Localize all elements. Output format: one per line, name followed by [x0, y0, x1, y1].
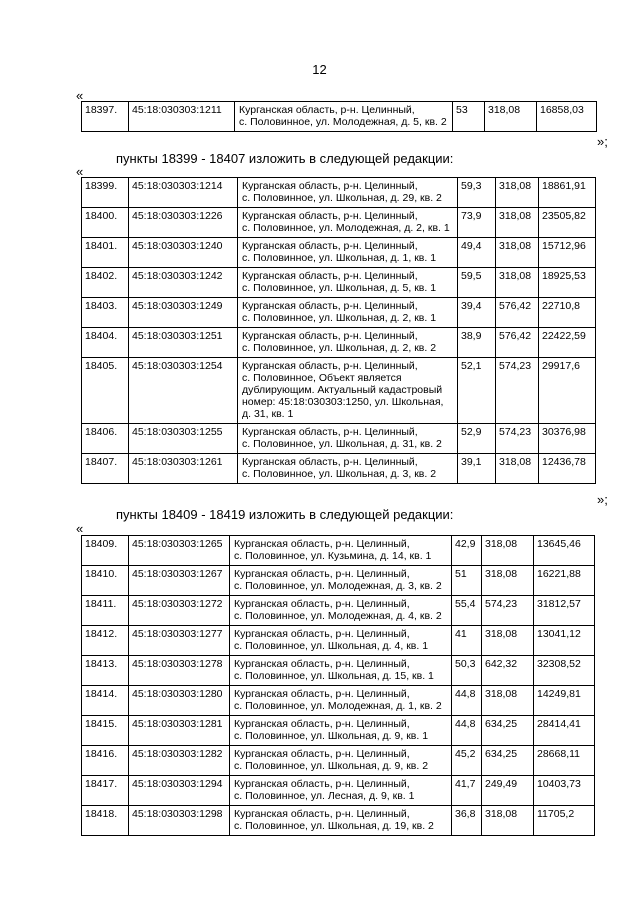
- area-cell: 55,4: [452, 596, 482, 626]
- address-line: Курганская область, р-н. Целинный,: [234, 538, 410, 550]
- area-cell: 44,8: [452, 686, 482, 716]
- address-cell: [238, 298, 458, 328]
- address-line: с. Половинное, ул. Молодежная, д. 5, кв. 2: [239, 116, 447, 128]
- cadastral-number-cell: 45:18:030303:1251: [129, 328, 238, 358]
- item-number-cell: 18409.: [82, 536, 129, 566]
- value-cell: 10403,73: [534, 776, 595, 806]
- rate-cell: 318,08: [485, 102, 537, 132]
- address-line: с. Половинное, Объект является: [242, 372, 402, 384]
- rate-cell: 318,08: [482, 566, 534, 596]
- area-cell: 73,9: [458, 208, 496, 238]
- cadastral-number-cell: 45:18:030303:1226: [129, 208, 238, 238]
- address-line: с. Половинное, ул. Школьная, д. 2, кв. 2: [242, 342, 437, 354]
- address-line: Курганская область, р-н. Целинный,: [242, 240, 418, 252]
- address-line: Курганская область, р-н. Целинный,: [242, 456, 418, 468]
- value-cell: 31812,57: [534, 596, 595, 626]
- value-cell: 22710,8: [539, 298, 596, 328]
- item-number-cell: 18407.: [82, 454, 129, 484]
- item-number-cell: 18417.: [82, 776, 129, 806]
- property-table-3: [81, 535, 595, 836]
- address-line: Курганская область, р-н. Целинный,: [234, 808, 410, 820]
- address-line: Курганская область, р-н. Целинный,: [234, 748, 410, 760]
- rate-cell: 634,25: [482, 746, 534, 776]
- rate-cell: 318,08: [496, 178, 539, 208]
- table-row: [82, 686, 595, 716]
- close-quote: »;: [597, 492, 608, 507]
- address-cell: [238, 424, 458, 454]
- cadastral-number-cell: 45:18:030303:1272: [129, 596, 230, 626]
- cadastral-number-cell: 45:18:030303:1298: [129, 806, 230, 836]
- amendment-paragraph: пункты 18399 - 18407 изложить в следующей редакции:: [116, 151, 454, 166]
- value-cell: 18925,53: [539, 268, 596, 298]
- address-line: с. Половинное, ул. Школьная, д. 9, кв. 2: [234, 760, 429, 772]
- address-line: Курганская область, р-н. Целинный,: [234, 628, 410, 640]
- item-number-cell: 18411.: [82, 596, 129, 626]
- value-cell: 16221,88: [534, 566, 595, 596]
- area-cell: 59,5: [458, 268, 496, 298]
- item-number-cell: 18416.: [82, 746, 129, 776]
- address-line: с. Половинное, ул. Школьная, д. 2, кв. 1: [242, 312, 437, 324]
- value-cell: 28414,41: [534, 716, 595, 746]
- area-cell: 39,1: [458, 454, 496, 484]
- address-cell: [230, 686, 452, 716]
- address-cell: [235, 102, 453, 132]
- area-cell: 39,4: [458, 298, 496, 328]
- rate-cell: 318,08: [482, 686, 534, 716]
- open-quote: «: [76, 164, 84, 179]
- address-line: дублирующим. Актуальный кадастровый: [242, 384, 443, 396]
- area-cell: 41: [452, 626, 482, 656]
- value-cell: 23505,82: [539, 208, 596, 238]
- address-cell: [230, 776, 452, 806]
- address-line: с. Половинное, ул. Кузьмина, д. 14, кв. 1: [234, 550, 432, 562]
- address-line: с. Половинное, ул. Молодежная, д. 4, кв. 2: [234, 610, 442, 622]
- page-number: 12: [312, 62, 327, 77]
- address-line: Курганская область, р-н. Целинный,: [242, 330, 418, 342]
- item-number-cell: 18405.: [82, 358, 129, 424]
- area-cell: 52,9: [458, 424, 496, 454]
- cadastral-number-cell: 45:18:030303:1211: [129, 102, 235, 132]
- value-cell: 12436,78: [539, 454, 596, 484]
- address-cell: [230, 716, 452, 746]
- address-line: с. Половинное, ул. Школьная, д. 29, кв. 2: [242, 192, 442, 204]
- address-line: номер: 45:18:030303:1250, ул. Школьная,: [242, 396, 444, 408]
- address-line: с. Половинное, ул. Лесная, д. 9, кв. 1: [234, 790, 415, 802]
- cadastral-number-cell: 45:18:030303:1265: [129, 536, 230, 566]
- address-line: Курганская область, р-н. Целинный,: [242, 180, 418, 192]
- cadastral-number-cell: 45:18:030303:1242: [129, 268, 238, 298]
- address-line: с. Половинное, ул. Молодежная, д. 3, кв. 2: [234, 580, 442, 592]
- rate-cell: 576,42: [496, 328, 539, 358]
- address-cell: [238, 238, 458, 268]
- address-cell: [230, 536, 452, 566]
- amendment-paragraph: пункты 18409 - 18419 изложить в следующей редакции:: [116, 507, 454, 522]
- address-line: Курганская область, р-н. Целинный,: [242, 300, 418, 312]
- address-cell: [238, 328, 458, 358]
- item-number-cell: 18418.: [82, 806, 129, 836]
- table-row: [82, 746, 595, 776]
- value-cell: 15712,96: [539, 238, 596, 268]
- value-cell: 18861,91: [539, 178, 596, 208]
- table-row: [82, 238, 596, 268]
- address-cell: [238, 454, 458, 484]
- cadastral-number-cell: 45:18:030303:1281: [129, 716, 230, 746]
- rate-cell: 318,08: [482, 626, 534, 656]
- value-cell: 13645,46: [534, 536, 595, 566]
- cadastral-number-cell: 45:18:030303:1278: [129, 656, 230, 686]
- property-table-2: [81, 177, 596, 484]
- rate-cell: 318,08: [482, 806, 534, 836]
- address-line: Курганская область, р-н. Целинный,: [234, 778, 410, 790]
- area-cell: 42,9: [452, 536, 482, 566]
- rate-cell: 634,25: [482, 716, 534, 746]
- item-number-cell: 18401.: [82, 238, 129, 268]
- area-cell: 45,2: [452, 746, 482, 776]
- cadastral-number-cell: 45:18:030303:1277: [129, 626, 230, 656]
- area-cell: 49,4: [458, 238, 496, 268]
- rate-cell: 574,23: [496, 424, 539, 454]
- item-number-cell: 18415.: [82, 716, 129, 746]
- area-cell: 41,7: [452, 776, 482, 806]
- address-line: с. Половинное, ул. Школьная, д. 15, кв. 1: [234, 670, 434, 682]
- address-cell: [238, 208, 458, 238]
- address-line: д. 31, кв. 1: [242, 408, 294, 420]
- item-number-cell: 18403.: [82, 298, 129, 328]
- address-cell: [230, 596, 452, 626]
- cadastral-number-cell: 45:18:030303:1254: [129, 358, 238, 424]
- table-row: [82, 776, 595, 806]
- address-cell: [238, 358, 458, 424]
- address-line: с. Половинное, ул. Молодежная, д. 1, кв. 2: [234, 700, 442, 712]
- cadastral-number-cell: 45:18:030303:1282: [129, 746, 230, 776]
- address-line: с. Половинное, ул. Школьная, д. 4, кв. 1: [234, 640, 429, 652]
- address-line: с. Половинное, ул. Школьная, д. 9, кв. 1: [234, 730, 429, 742]
- value-cell: 16858,03: [537, 102, 597, 132]
- value-cell: 14249,81: [534, 686, 595, 716]
- item-number-cell: 18404.: [82, 328, 129, 358]
- cadastral-number-cell: 45:18:030303:1280: [129, 686, 230, 716]
- address-line: Курганская область, р-н. Целинный,: [234, 598, 410, 610]
- table-row: [82, 656, 595, 686]
- item-number-cell: 18402.: [82, 268, 129, 298]
- table-row: [82, 268, 596, 298]
- table-row: [82, 298, 596, 328]
- area-cell: 44,8: [452, 716, 482, 746]
- address-cell: [230, 806, 452, 836]
- address-line: с. Половинное, ул. Школьная, д. 19, кв. 2: [234, 820, 434, 832]
- address-line: Курганская область, р-н. Целинный,: [242, 210, 418, 222]
- table-row: [82, 102, 597, 132]
- area-cell: 51: [452, 566, 482, 596]
- rate-cell: 574,23: [496, 358, 539, 424]
- open-quote: «: [76, 88, 84, 103]
- address-line: с. Половинное, ул. Молодежная, д. 2, кв. 1: [242, 222, 450, 234]
- area-cell: 52,1: [458, 358, 496, 424]
- address-line: Курганская область, р-н. Целинный,: [239, 104, 415, 116]
- cadastral-number-cell: 45:18:030303:1214: [129, 178, 238, 208]
- address-line: Курганская область, р-н. Целинный,: [234, 718, 410, 730]
- close-quote: »;: [597, 134, 608, 149]
- cadastral-number-cell: 45:18:030303:1294: [129, 776, 230, 806]
- cadastral-number-cell: 45:18:030303:1240: [129, 238, 238, 268]
- rate-cell: 318,08: [496, 454, 539, 484]
- property-table-1: [81, 101, 597, 132]
- area-cell: 59,3: [458, 178, 496, 208]
- area-cell: 50,3: [452, 656, 482, 686]
- area-cell: 36,8: [452, 806, 482, 836]
- rate-cell: 249,49: [482, 776, 534, 806]
- table-row: [82, 424, 596, 454]
- item-number-cell: 18410.: [82, 566, 129, 596]
- rate-cell: 318,08: [496, 268, 539, 298]
- table-row: [82, 208, 596, 238]
- area-cell: 38,9: [458, 328, 496, 358]
- address-cell: [230, 746, 452, 776]
- item-number-cell: 18399.: [82, 178, 129, 208]
- address-line: Курганская область, р-н. Целинный,: [234, 688, 410, 700]
- item-number-cell: 18412.: [82, 626, 129, 656]
- address-cell: [238, 178, 458, 208]
- open-quote: «: [76, 521, 84, 536]
- table-row: [82, 328, 596, 358]
- value-cell: 22422,59: [539, 328, 596, 358]
- item-number-cell: 18397.: [82, 102, 129, 132]
- table-row: [82, 358, 596, 424]
- address-line: Курганская область, р-н. Целинный,: [242, 426, 418, 438]
- area-cell: 53: [453, 102, 485, 132]
- address-line: с. Половинное, ул. Школьная, д. 3, кв. 2: [242, 468, 437, 480]
- cadastral-number-cell: 45:18:030303:1255: [129, 424, 238, 454]
- item-number-cell: 18414.: [82, 686, 129, 716]
- item-number-cell: 18406.: [82, 424, 129, 454]
- item-number-cell: 18413.: [82, 656, 129, 686]
- address-cell: [230, 656, 452, 686]
- address-line: Курганская область, р-н. Целинный,: [242, 360, 418, 372]
- table-row: [82, 454, 596, 484]
- table-row: [82, 716, 595, 746]
- value-cell: 13041,12: [534, 626, 595, 656]
- table-row: [82, 626, 595, 656]
- address-line: с. Половинное, ул. Школьная, д. 1, кв. 1: [242, 252, 437, 264]
- value-cell: 11705,2: [534, 806, 595, 836]
- address-cell: [230, 626, 452, 656]
- address-line: Курганская область, р-н. Целинный,: [234, 568, 410, 580]
- table-row: [82, 178, 596, 208]
- value-cell: 29917,6: [539, 358, 596, 424]
- value-cell: 30376,98: [539, 424, 596, 454]
- rate-cell: 576,42: [496, 298, 539, 328]
- rate-cell: 642,32: [482, 656, 534, 686]
- value-cell: 28668,11: [534, 746, 595, 776]
- table-row: [82, 536, 595, 566]
- rate-cell: 574,23: [482, 596, 534, 626]
- address-cell: [230, 566, 452, 596]
- rate-cell: 318,08: [482, 536, 534, 566]
- table-row: [82, 566, 595, 596]
- value-cell: 32308,52: [534, 656, 595, 686]
- cadastral-number-cell: 45:18:030303:1261: [129, 454, 238, 484]
- address-line: с. Половинное, ул. Школьная, д. 31, кв. 2: [242, 438, 442, 450]
- address-line: Курганская область, р-н. Целинный,: [234, 658, 410, 670]
- address-line: Курганская область, р-н. Целинный,: [242, 270, 418, 282]
- address-line: с. Половинное, ул. Школьная, д. 5, кв. 1: [242, 282, 437, 294]
- rate-cell: 318,08: [496, 238, 539, 268]
- rate-cell: 318,08: [496, 208, 539, 238]
- cadastral-number-cell: 45:18:030303:1249: [129, 298, 238, 328]
- item-number-cell: 18400.: [82, 208, 129, 238]
- table-row: [82, 596, 595, 626]
- table-row: [82, 806, 595, 836]
- cadastral-number-cell: 45:18:030303:1267: [129, 566, 230, 596]
- address-cell: [238, 268, 458, 298]
